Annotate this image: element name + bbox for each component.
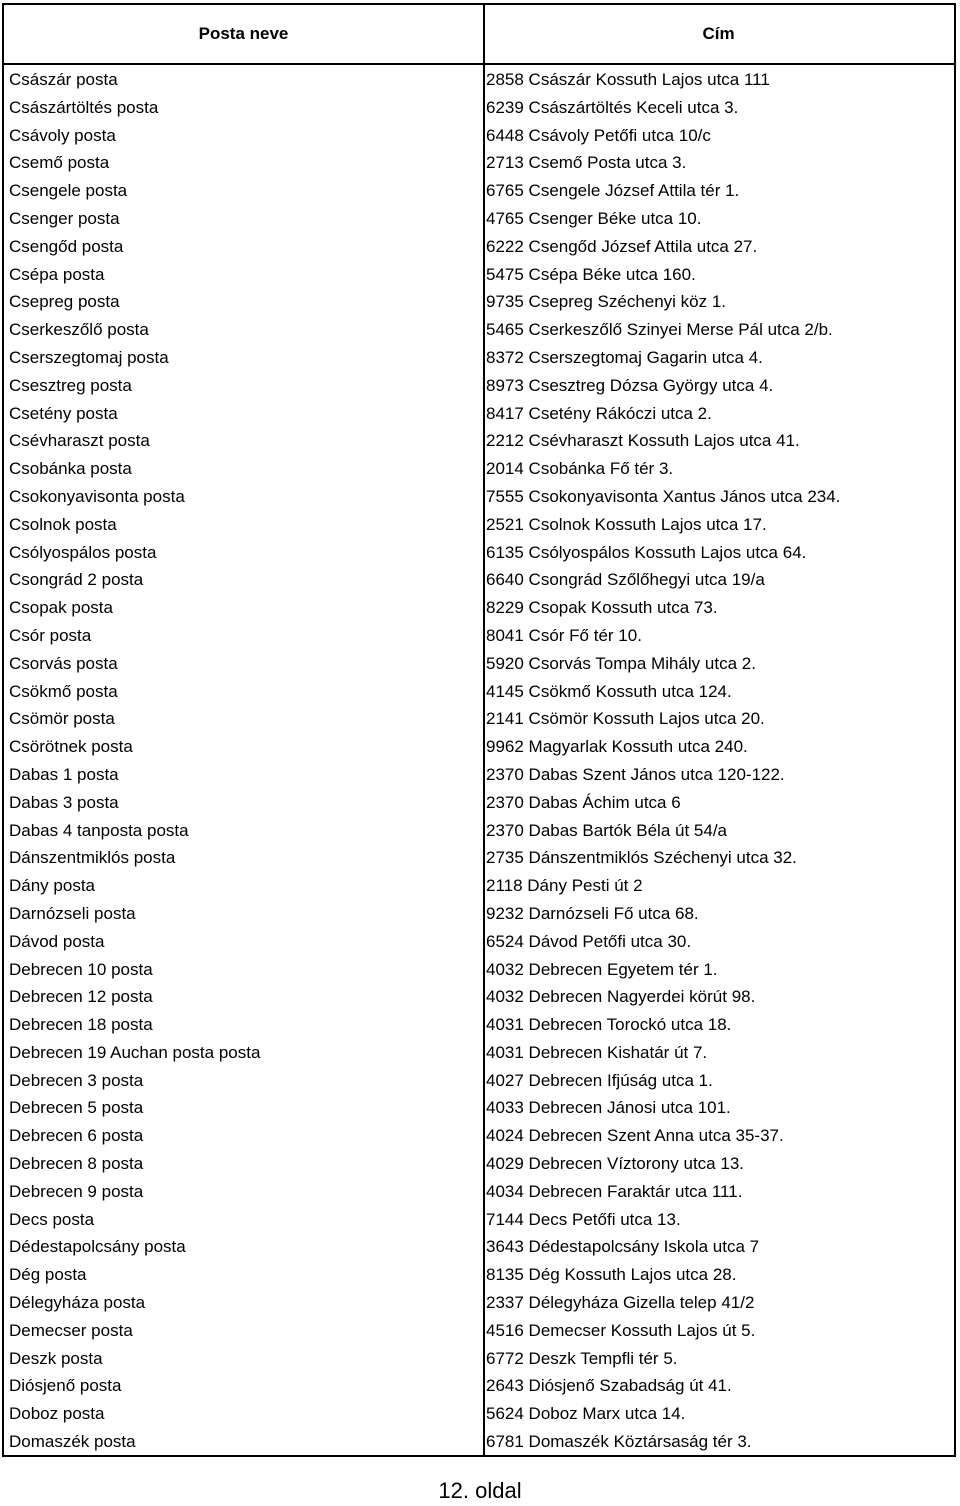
post-name-cell: Csemő posta [9,153,110,173]
post-name-cell: Decs posta [9,1209,95,1229]
table-row [4,844,954,872]
table-row [4,1206,954,1234]
table-row [4,344,954,372]
post-name-cell: Csorvás posta [9,653,118,673]
table-row [4,372,954,400]
table-row [4,205,954,233]
address-cell: 4516 Demecser Kossuth Lajos út 5. [486,1320,756,1340]
post-name-cell: Csetény posta [9,403,118,423]
table-row [4,483,954,511]
address-cell: 9735 Csepreg Széchenyi köz 1. [486,292,727,312]
header-post-name: Posta neve [198,24,289,43]
post-name-cell: Cserkeszőlő posta [9,320,149,340]
address-cell: 8372 Cserszegtomaj Gagarin utca 4. [486,347,763,367]
table-row [4,1289,954,1317]
address-cell: 2118 Dány Pesti út 2 [486,876,643,896]
address-cell: 2735 Dánszentmiklós Széchenyi utca 32. [486,848,797,868]
post-name-cell: Csávoly posta [9,125,116,145]
table-row [4,678,954,706]
post-name-cell: Debrecen 8 posta [9,1154,144,1174]
address-cell: 7555 Csokonyavisonta Xantus János utca 234. [486,486,841,506]
table-row [4,1150,954,1178]
address-cell: 8229 Csopak Kossuth utca 73. [486,598,718,618]
post-name-cell: Csór posta [9,625,92,645]
table-row [4,1317,954,1345]
address-cell: 4765 Csenger Béke utca 10. [486,208,702,228]
table-row [4,400,954,428]
post-name-cell: Debrecen 6 posta [9,1126,144,1146]
address-cell: 6135 Csólyospálos Kossuth Lajos utca 64. [486,542,807,562]
table-row [4,928,954,956]
post-name-cell: Dabas 1 posta [9,764,119,784]
table-row [4,1345,954,1373]
header-address: Cím [702,24,735,43]
post-name-cell: Darnózseli posta [9,903,136,923]
table-row [4,66,954,94]
address-cell: 5624 Doboz Marx utca 14. [486,1404,686,1424]
address-cell: 5920 Csorvás Tompa Mihály utca 2. [486,653,756,673]
table-row [4,1233,954,1261]
table-row [4,1261,954,1289]
post-name-cell: Csépa posta [9,264,105,284]
post-name-cell: Délegyháza posta [9,1293,146,1313]
table-row [4,122,954,150]
address-cell: 9962 Magyarlak Kossuth utca 240. [486,737,748,757]
table-row [4,177,954,205]
address-cell: 2370 Dabas Áchim utca 6 [486,792,681,812]
address-cell: 6765 Csengele József Attila tér 1. [486,181,740,201]
address-cell: 8135 Dég Kossuth Lajos utca 28. [486,1265,737,1285]
post-name-cell: Dabas 3 posta [9,792,119,812]
address-cell: 2521 Csolnok Kossuth Lajos utca 17. [486,514,767,534]
table-row [4,817,954,845]
post-name-cell: Debrecen 5 posta [9,1098,144,1118]
post-name-cell: Dabas 4 tanposta posta [9,820,189,840]
address-cell: 4034 Debrecen Faraktár utca 111. [486,1181,743,1201]
post-name-cell: Domaszék posta [9,1432,136,1452]
address-cell: 6222 Csengőd József Attila utca 27. [486,236,758,256]
table-row [4,94,954,122]
address-cell: 8973 Csesztreg Dózsa György utca 4. [486,375,774,395]
post-name-cell: Csolnok posta [9,514,117,534]
post-name-cell: Debrecen 3 posta [9,1070,144,1090]
post-name-cell: Dánszentmiklós posta [9,848,176,868]
post-name-cell: Csongrád 2 posta [9,570,144,590]
address-cell: 4145 Csökmő Kossuth utca 124. [486,681,732,701]
table-row [4,594,954,622]
post-name-cell: Csopak posta [9,598,113,618]
address-cell: 3643 Dédestapolcsány Iskola utca 7 [486,1237,760,1257]
table-row [4,261,954,289]
table-row [4,872,954,900]
table-row [4,1178,954,1206]
table-body [4,66,954,1456]
table-row [4,1039,954,1067]
address-cell: 8417 Csetény Rákóczi utca 2. [486,403,712,423]
address-cell: 9232 Darnózseli Fő utca 68. [486,903,699,923]
post-name-cell: Csörötnek posta [9,737,133,757]
address-cell: 5465 Cserkeszőlő Szinyei Merse Pál utca 2/b. [486,320,833,340]
table-row [4,1122,954,1150]
table-row [4,733,954,761]
address-cell: 4031 Debrecen Kishatár út 7. [486,1042,708,1062]
address-cell: 2713 Csemő Posta utca 3. [486,153,687,173]
post-name-cell: Csökmő posta [9,681,118,701]
post-name-cell: Császártöltés posta [9,97,159,117]
table-row [4,288,954,316]
address-cell: 4032 Debrecen Nagyerdei körút 98. [486,987,756,1007]
address-cell: 4031 Debrecen Torockó utca 18. [486,1015,732,1035]
table-header [4,5,954,65]
table-row [4,1372,954,1400]
post-name-cell: Dány posta [9,876,95,896]
table-row [4,650,954,678]
post-name-cell: Csólyospálos posta [9,542,157,562]
address-cell: 6239 Császártöltés Keceli utca 3. [486,97,739,117]
address-cell: 5475 Csépa Béke utca 160. [486,264,696,284]
address-cell: 6448 Csávoly Petőfi utca 10/c [486,125,711,145]
table-row [4,149,954,177]
post-name-cell: Cserszegtomaj posta [9,347,169,367]
address-cell: 2370 Dabas Szent János utca 120-122. [486,764,785,784]
table-row [4,761,954,789]
post-name-cell: Csesztreg posta [9,375,132,395]
address-cell: 4029 Debrecen Víztorony utca 13. [486,1154,744,1174]
address-cell: 2337 Délegyháza Gizella telep 41/2 [486,1293,755,1313]
table-row [4,233,954,261]
address-cell: 4033 Debrecen Jánosi utca 101. [486,1098,731,1118]
table-row [4,427,954,455]
table-row [4,316,954,344]
post-name-cell: Dég posta [9,1265,87,1285]
post-name-cell: Dávod posta [9,931,105,951]
table-row [4,705,954,733]
post-name-cell: Csömör posta [9,709,115,729]
post-name-cell: Dédestapolcsány posta [9,1237,186,1257]
address-cell: 2858 Császár Kossuth Lajos utca 111 [486,70,770,89]
address-cell: 4032 Debrecen Egyetem tér 1. [486,959,718,979]
address-cell: 2141 Csömör Kossuth Lajos utca 20. [486,709,765,729]
table-row [4,1094,954,1122]
post-name-cell: Debrecen 9 posta [9,1181,144,1201]
post-name-cell: Debrecen 19 Auchan posta posta [9,1042,261,1062]
post-name-cell: Debrecen 10 posta [9,959,153,979]
post-name-cell: Csenger posta [9,208,120,228]
post-name-cell: Diósjenő posta [9,1376,122,1396]
post-name-cell: Csepreg posta [9,292,120,312]
table-row [4,455,954,483]
table-row [4,1067,954,1095]
table-row [4,983,954,1011]
table-row [4,622,954,650]
post-name-cell: Csévharaszt posta [9,431,150,451]
post-name-cell: Csokonyavisonta posta [9,486,185,506]
address-cell: 6524 Dávod Petőfi utca 30. [486,931,692,951]
address-cell: 4027 Debrecen Ifjúság utca 1. [486,1070,713,1090]
table-row [4,1400,954,1428]
address-cell: 6781 Domaszék Köztársaság tér 3. [486,1432,752,1452]
post-name-cell: Debrecen 18 posta [9,1015,153,1035]
address-cell: 8041 Csór Fő tér 10. [486,625,642,645]
address-cell: 4024 Debrecen Szent Anna utca 35-37. [486,1126,784,1146]
post-name-cell: Csengőd posta [9,236,124,256]
page-number: 12. oldal [438,1478,522,1503]
post-name-cell: Császár posta [9,70,118,89]
table-row [4,1011,954,1039]
post-name-cell: Deszk posta [9,1348,103,1368]
address-cell: 2643 Diósjenő Szabadság út 41. [486,1376,732,1396]
table-row [4,789,954,817]
post-name-cell: Demecser posta [9,1320,133,1340]
table-row [4,1428,954,1456]
table-row [4,566,954,594]
address-cell: 2212 Csévharaszt Kossuth Lajos utca 41. [486,431,800,451]
table-row [4,956,954,984]
post-name-cell: Doboz posta [9,1404,105,1424]
post-name-cell: Csengele posta [9,181,128,201]
post-name-cell: Debrecen 12 posta [9,987,153,1007]
table-row [4,900,954,928]
table-row [4,539,954,567]
address-cell: 6640 Csongrád Szőlőhegyi utca 19/a [486,570,765,590]
table-row [4,511,954,539]
address-cell: 7144 Decs Petőfi utca 13. [486,1209,681,1229]
address-cell: 2370 Dabas Bartók Béla út 54/a [486,820,727,840]
post-office-table [2,3,956,1457]
post-name-cell: Csobánka posta [9,459,132,479]
address-cell: 2014 Csobánka Fő tér 3. [486,459,674,479]
address-cell: 6772 Deszk Tempfli tér 5. [486,1348,678,1368]
